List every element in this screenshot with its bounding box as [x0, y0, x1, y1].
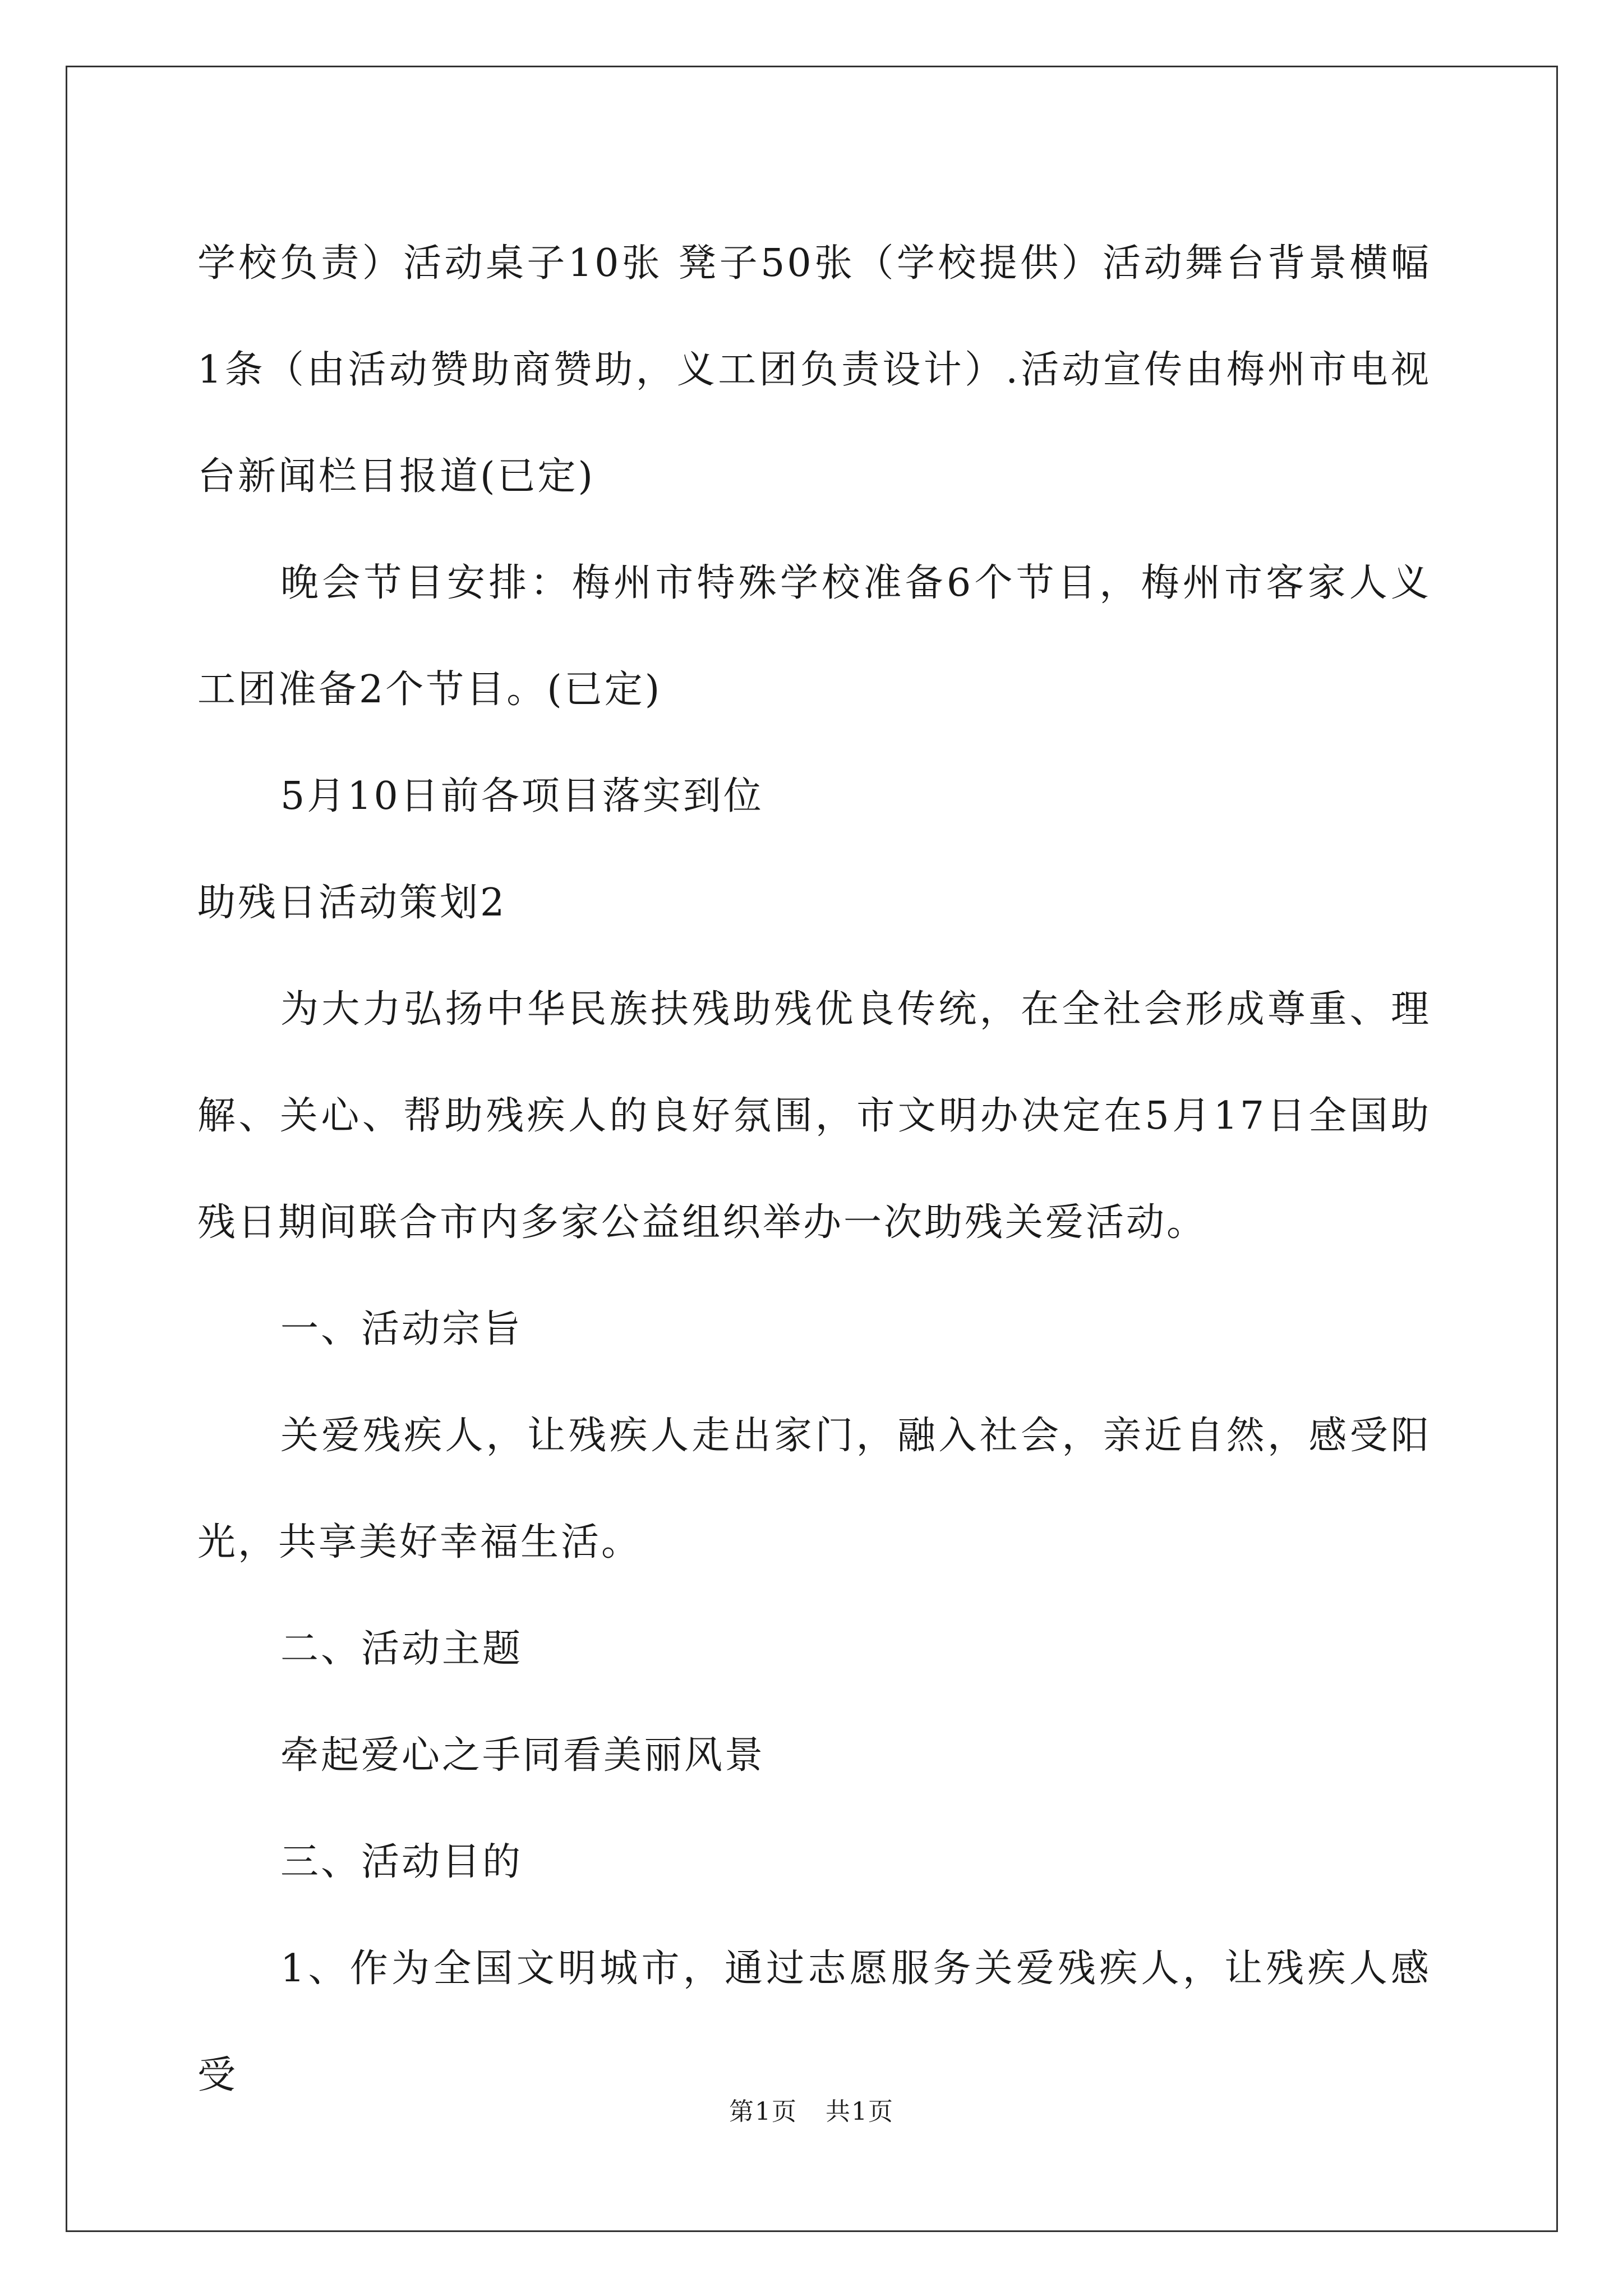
page-number: 第1页: [729, 2097, 797, 2126]
section-heading: 二、活动主题: [280, 1627, 523, 1671]
paragraph: 1、作为全国文明城市，通过志愿服务关爱残疾人，让残疾人感受: [197, 1947, 1431, 2097]
section-heading: 三、活动目的: [280, 1840, 523, 1884]
paragraph: 牵起爱心之手同看美丽风景: [280, 1733, 766, 1778]
section-title: 助残日活动策划2: [197, 881, 507, 925]
paragraph: 晚会节目安排：梅州市特殊学校准备6个节目，梅州市客家人义工团准备2个节目。(已定): [197, 561, 1431, 712]
paragraph: 关爱残疾人，让残疾人走出家门，融入社会，亲近自然，感受阳光，共享美好幸福生活。: [197, 1414, 1431, 1565]
paragraph: 为大力弘扬中华民族扶残助残优良传统，在全社会形成尊重、理解、关心、帮助残疾人的良好氛围，市文明办决定在5月17日全国助残日期间联合市内多家公益组织举办一次助残关爱活动。: [197, 987, 1431, 1245]
document-body: [197, 210, 1431, 2129]
paragraph: 5月10日前各项目落实到位: [280, 774, 764, 818]
paragraph: 学校负责）活动桌子10张 凳子50张（学校提供）活动舞台背景横幅1条（由活动赞助商赞助，义工团负责设计）.活动宣传由梅州市电视台新闻栏目报道(已定): [197, 241, 1431, 499]
page-footer: [0, 2095, 1623, 2129]
section-heading: 一、活动宗旨: [280, 1307, 523, 1351]
page-total: 共1页: [826, 2097, 894, 2126]
